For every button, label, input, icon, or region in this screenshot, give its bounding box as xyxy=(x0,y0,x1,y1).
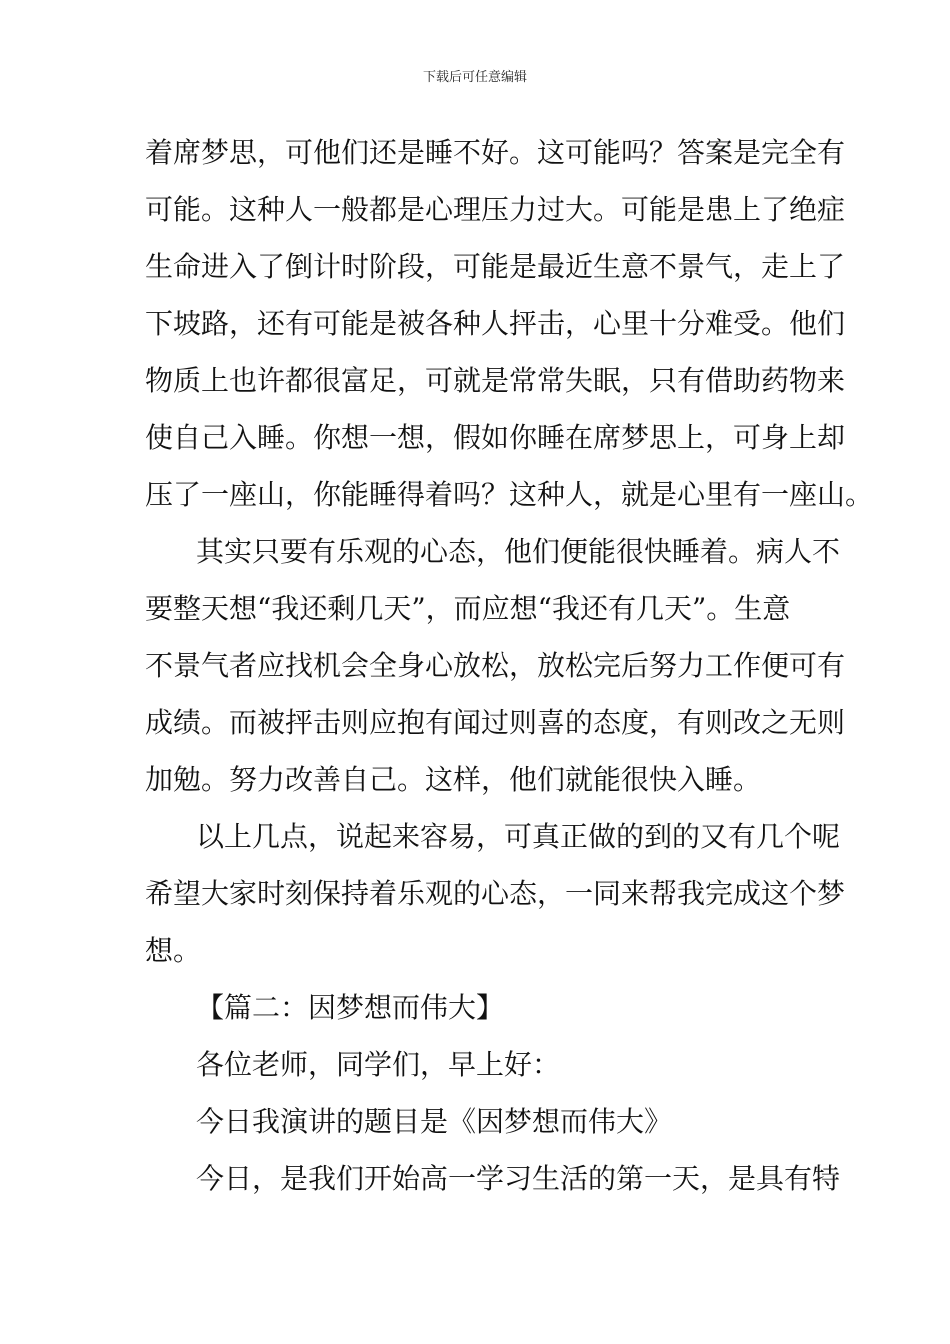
text-line: 物质上也许都很富足，可就是常常失眠，只有借助药物来 xyxy=(145,364,846,397)
text-line: 成绩。而被抨击则应抱有闻过则喜的态度，有则改之无则 xyxy=(145,706,846,739)
speech-title-line: 今日我演讲的题目是《因梦想而伟大》 xyxy=(196,1105,673,1138)
text-line: 使自己入睡。你想一想，假如你睡在席梦思上，可身上却 xyxy=(145,421,846,454)
text-line: 可能。这种人一般都是心理压力过大。可能是患上了绝症 xyxy=(145,193,846,226)
text-line: 想。 xyxy=(145,934,202,967)
text-line: 要整天想“我还剩几天”，而应想“我还有几天”。生意 xyxy=(145,592,791,625)
text-line: 加勉。努力改善自己。这样，他们就能很快入睡。 xyxy=(145,763,762,796)
text-line: 不景气者应找机会全身心放松，放松完后努力工作便可有 xyxy=(145,649,846,682)
paragraph-start-line: 以上几点，说起来容易，可真正做的到的又有几个呢 xyxy=(196,820,841,853)
paragraph-start-line: 其实只要有乐观的心态，他们便能很快睡着。病人不 xyxy=(196,535,841,568)
text-line: 压了一座山，你能睡得着吗？这种人，就是心里有一座山。 xyxy=(145,478,874,511)
section-heading: 【篇二：因梦想而伟大】 xyxy=(196,991,505,1024)
text-line: 希望大家时刻保持着乐观的心态，一同来帮我完成这个梦 xyxy=(145,877,846,910)
page-header: 下载后可任意编辑 xyxy=(422,70,527,85)
text-line: 着席梦思，可他们还是睡不好。这可能吗？答案是完全有 xyxy=(145,136,846,169)
greeting-line: 各位老师，同学们，早上好： xyxy=(196,1048,561,1081)
text-line: 下坡路，还有可能是被各种人抨击，心里十分难受。他们 xyxy=(145,307,846,340)
text-line: 生命进入了倒计时阶段，可能是最近生意不景气，走上了 xyxy=(145,250,846,283)
paragraph-start-line: 今日，是我们开始高一学习生活的第一天，是具有特 xyxy=(196,1162,841,1195)
